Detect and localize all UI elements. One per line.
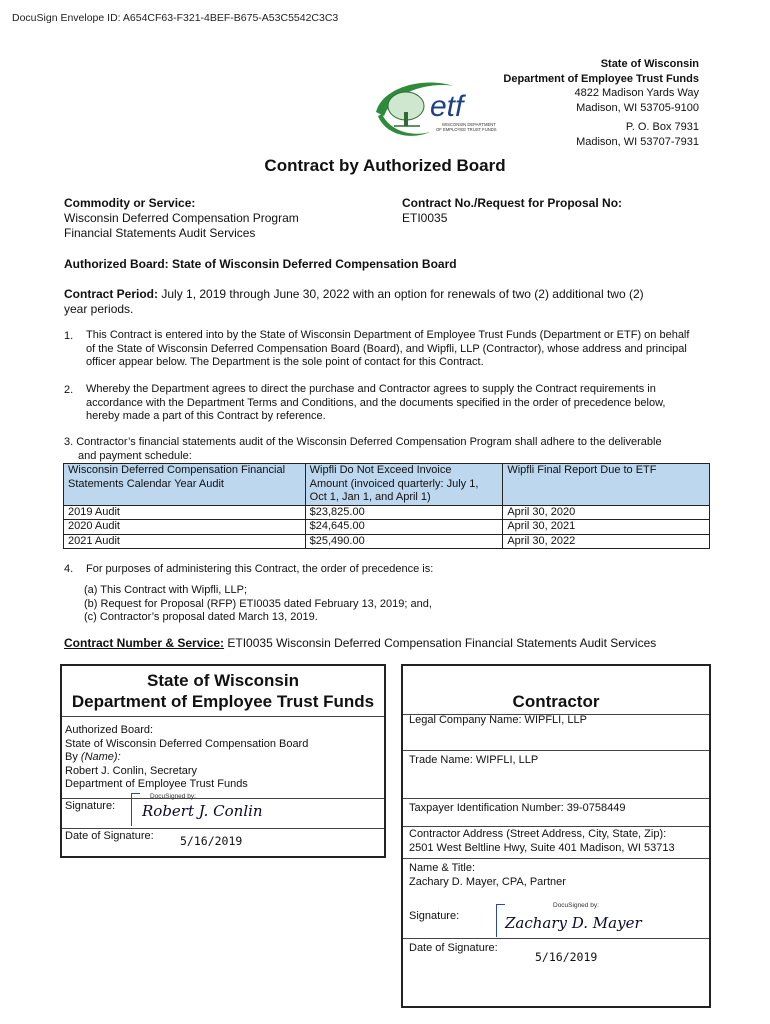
contractor-signature-label: Signature:: [409, 910, 460, 922]
state-date-label: Date of Signature:: [65, 830, 154, 842]
svg-text:OF EMPLOYEE TRUST FUNDS: OF EMPLOYEE TRUST FUNDS: [436, 127, 497, 132]
table-header-audit: Wisconsin Deferred Compensation Financial Statements Calendar Year Audit: [64, 464, 306, 506]
item-3-text: 3. Contractor’s financial statements audit of the Wisconsin Deferred Compensation Program shall adhere to the deliverable and payment schedule:: [64, 436, 662, 462]
name-title: Name & Title: Zachary D. Mayer, CPA, Partner: [409, 862, 566, 888]
precedence-list: [84, 584, 432, 625]
state-signature-box: State of Wisconsin Department of Employee Trust Funds Authorized Board: State of Wisconsin Deferred Compensation Board By (Name): Robert J. Conlin, Secretary Department of Employee Trust Funds Signature: DocuSigned by: Robert J. Conlin Date of Signature: 5/16/2019: [60, 664, 386, 858]
state-signature: Robert J. Conlin: [142, 802, 263, 820]
item-4-text: For purposes of administering this Contract, the order of precedence is:: [86, 563, 434, 575]
table-row: 2021 Audit $25,490.00 April 30, 2022: [64, 534, 710, 549]
envelope-id: DocuSign Envelope ID: A654CF63-F321-4BEF-B675-A53C5542C3C3: [12, 12, 339, 24]
contractor-signature-date: 5/16/2019: [535, 950, 598, 964]
logo-text: etf: [430, 90, 464, 123]
item-1-text: This Contract is entered into by the State of Wisconsin Department of Employee Trust Funds (Department or ETF) on behalf of the State of Wisconsin Deferred Compensation Board (Board), and Wipfli, LLP (Contractor), whose address and principal officer appear below. The Department is the sole point of contact for this Contract.: [86, 329, 690, 368]
item-1-number: 1.: [64, 330, 74, 342]
table-header-due: Wipfli Final Report Due to ETF: [503, 464, 710, 506]
state-box-heading2: Department of Employee Trust Funds: [71, 692, 375, 711]
commodity-block: Commodity or Service: Wisconsin Deferred Compensation Program Financial Statements Audit Services: [64, 196, 299, 240]
contractor-address: Contractor Address (Street Address, City, State, Zip): 2501 West Beltline Hwy, Suite 401 Madison, WI 53713: [409, 828, 675, 854]
item-4-number: 4.: [64, 563, 74, 575]
trade-name: Trade Name: WIPFLI, LLP: [409, 754, 539, 766]
deliverable-table: [63, 463, 710, 549]
table-header-row: [64, 464, 710, 506]
state-box-heading1: State of Wisconsin: [147, 671, 299, 690]
page-title: Contract by Authorized Board: [264, 156, 506, 175]
contractor-signature-box: Contractor Legal Company Name: WIPFLI, LLP Trade Name: WIPFLI, LLP Taxpayer Identification Number: 39-0758449 Contractor Address (Street Address, City, State, Zip): 2501 West Beltline Hwy, Suite 401 Madison, WI 53713 Name & Title: Zachary D. Mayer, CPA, Partner Signature: DocuSigned by: Zachary D. Mayer Date of Signature: 5/16/2019: [401, 664, 711, 1008]
table-row: 2019 Audit $23,825.00 April 30, 2020: [64, 505, 710, 520]
contract-number-service: Contract Number & Service: ETI0035 Wisconsin Deferred Compensation Financial Statements Audit Services: [64, 636, 657, 650]
state-signature-label: Signature:: [65, 800, 116, 812]
item-2-number: 2.: [64, 384, 74, 396]
contractor-date-label: Date of Signature:: [409, 942, 498, 954]
list-item: (b) Request for Proposal (RFP) ETI0035 dated February 13, 2019; and,: [84, 597, 432, 610]
item-2-text: Whereby the Department agrees to direct the purchase and Contractor agrees to supply the Contract requirements in accordance with the Department Terms and Conditions, and the documents specified in the order of precedence below, hereby made a part of this Contract by reference.: [86, 383, 666, 422]
state-signature-date: 5/16/2019: [180, 834, 243, 848]
agency-address: State of Wisconsin Department of Employee Trust Funds 4822 Madison Yards Way Madison, WI 53705-9100 P. O. Box 7931 Madison, WI 53707-7931: [503, 58, 699, 148]
table-row: 2020 Audit $24,645.00 April 30, 2021: [64, 520, 710, 535]
svg-text:WISCONSIN DEPARTMENT: WISCONSIN DEPARTMENT: [442, 122, 496, 127]
contractor-signature: Zachary D. Mayer: [505, 914, 642, 932]
authorized-board: Authorized Board: State of Wisconsin Deferred Compensation Board: [64, 257, 457, 271]
contract-period: Contract Period: July 1, 2019 through June 30, 2022 with an option for renewals of two (2) additional two (2) year periods.: [64, 287, 644, 316]
list-item: (a) This Contract with Wipfli, LLP;: [84, 584, 248, 596]
authorized-board-field: Authorized Board: State of Wisconsin Deferred Compensation Board By (Name): Robert J. Conlin, Secretary Department of Employee Trust Funds: [65, 724, 309, 790]
etf-logo: [372, 76, 497, 142]
legal-company-name: Legal Company Name: WIPFLI, LLP: [409, 714, 587, 726]
taxpayer-id: Taxpayer Identification Number: 39-0758449: [409, 802, 626, 814]
list-item: (c) Contractor’s proposal dated March 13, 2019.: [84, 611, 318, 623]
table-header-amount: Wipfli Do Not Exceed Invoice Amount (invoiced quarterly: July 1, Oct 1, Jan 1, and April 1): [305, 464, 503, 506]
contract-no-block: Contract No./Request for Proposal No: ETI0035: [402, 196, 623, 225]
contractor-box-heading: Contractor: [512, 692, 600, 711]
